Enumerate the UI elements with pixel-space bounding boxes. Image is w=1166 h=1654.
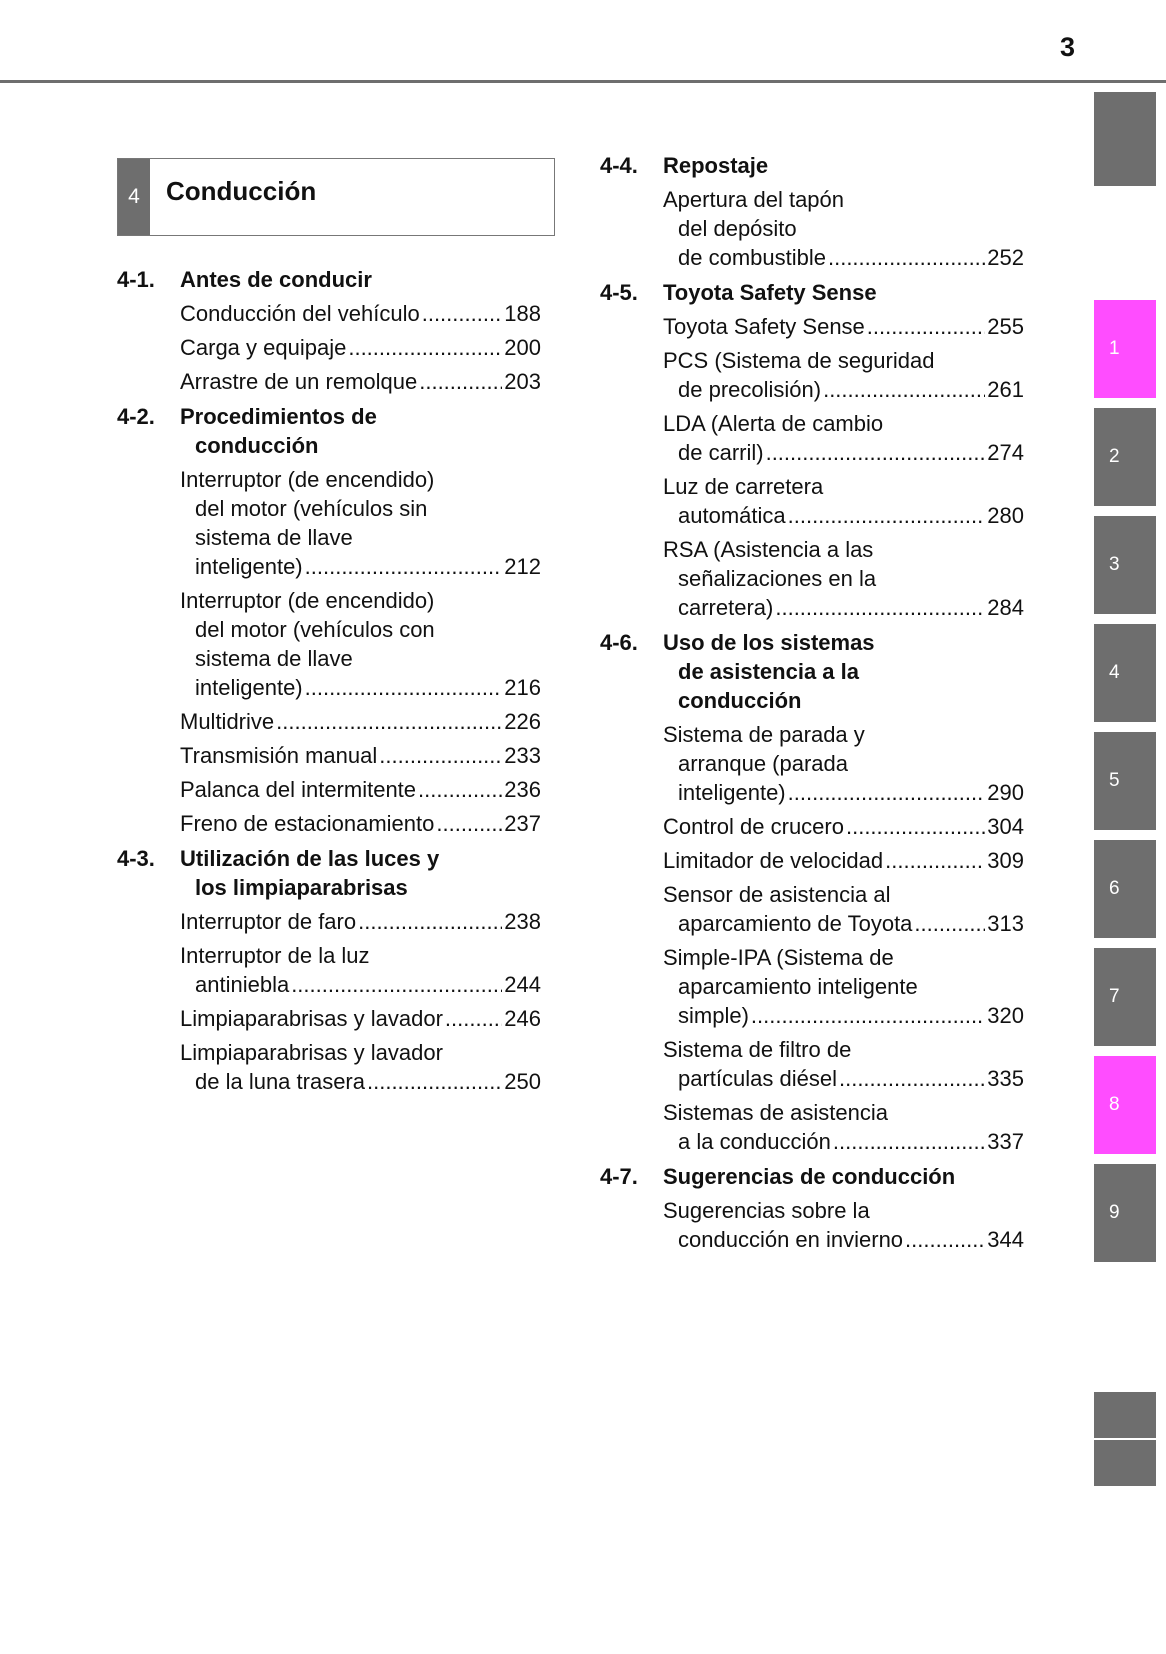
toc-entry-last-line <box>663 438 1024 467</box>
section-title-line: Procedimientos de <box>180 404 377 429</box>
section-title-line: conducción <box>195 433 319 458</box>
toc-entry-line: sistema de llave <box>195 525 353 550</box>
toc-page-number: 250 <box>504 1069 541 1094</box>
blank-tab[interactable] <box>1094 1440 1156 1486</box>
chapter-tab-7[interactable]: 7 <box>1094 948 1156 1046</box>
dot-leader <box>305 673 503 702</box>
toc-entry-line: PCS (Sistema de seguridad <box>663 348 935 373</box>
toc-entry-line: Sistema de parada y <box>663 722 865 747</box>
toc-entry-line: LDA (Alerta de cambio <box>663 411 884 436</box>
dot-leader <box>358 907 502 936</box>
dot-leader <box>422 299 503 328</box>
toc-page-number: 309 <box>987 848 1024 873</box>
chapter-tab-2[interactable]: 2 <box>1094 408 1156 506</box>
chapter-number: 4 <box>118 159 150 235</box>
section-number: 4-4. <box>600 153 638 178</box>
toc-entry-last-line <box>663 243 1024 272</box>
section-title-line: los limpiaparabrisas <box>195 875 408 900</box>
toc-entry[interactable] <box>663 472 1024 530</box>
toc-page-number: 216 <box>504 675 541 700</box>
dot-leader <box>436 809 502 838</box>
toc-entry-text: simple) <box>678 1003 749 1028</box>
toc-entry[interactable] <box>663 812 1024 841</box>
toc-entry-last-line <box>663 909 1024 938</box>
section-title-line: Sugerencias de conducción <box>663 1164 956 1189</box>
toc-entry-last-line <box>663 593 1024 622</box>
toc-entry-text: Limitador de velocidad <box>663 848 884 873</box>
toc-entry[interactable] <box>663 346 1024 404</box>
toc-entry-last-line <box>180 1067 541 1096</box>
toc-entry-last-line <box>180 367 541 396</box>
section-title <box>663 628 1024 715</box>
toc-entry-text: a la conducción <box>678 1129 831 1154</box>
toc-entry[interactable] <box>663 1035 1024 1093</box>
toc-entry-last-line <box>663 312 1024 341</box>
toc-page-number: 203 <box>504 369 541 394</box>
toc-entry-text: Interruptor de faro <box>180 909 357 934</box>
toc-page-number: 244 <box>504 972 541 997</box>
toc-entry[interactable] <box>663 535 1024 622</box>
section-title <box>663 151 1024 180</box>
section-heading <box>117 402 541 460</box>
dot-leader <box>348 333 502 362</box>
section-heading <box>600 628 1024 715</box>
toc-entry-last-line <box>180 299 541 328</box>
chapter-tab-4[interactable]: 4 <box>1094 624 1156 722</box>
toc-entry[interactable] <box>180 333 541 362</box>
toc-entry-line: Interruptor (de encendido) <box>180 588 435 613</box>
dot-leader <box>867 312 985 341</box>
toc-entry[interactable] <box>180 1004 541 1033</box>
toc-entry-line: del depósito <box>678 216 797 241</box>
dot-leader <box>885 846 985 875</box>
toc-entry-line: aparcamiento inteligente <box>678 974 918 999</box>
toc-page-number: 226 <box>504 709 541 734</box>
toc-entry-last-line <box>663 1064 1024 1093</box>
blank-tab[interactable] <box>1094 1392 1156 1438</box>
toc-entry-last-line <box>180 970 541 999</box>
toc-entry-text: carretera) <box>678 595 774 620</box>
toc-entry-last-line <box>180 741 541 770</box>
toc-page-number: 236 <box>504 777 541 802</box>
toc-page-number: 313 <box>987 911 1024 936</box>
toc-entry-text: Freno de estacionamiento <box>180 811 435 836</box>
dot-leader <box>766 438 986 467</box>
toc-entry[interactable] <box>180 941 541 999</box>
section-title <box>180 265 541 294</box>
toc-page-number: 212 <box>504 554 541 579</box>
toc-entry-last-line <box>663 1225 1024 1254</box>
section-number: 4-3. <box>117 846 155 871</box>
toc-entry[interactable] <box>663 185 1024 272</box>
section-heading <box>600 151 1024 180</box>
chapter-tab-5[interactable]: 5 <box>1094 732 1156 830</box>
chapter-tab-3[interactable]: 3 <box>1094 516 1156 614</box>
toc-page-number: 261 <box>987 377 1024 402</box>
chapter-heading-box <box>117 158 555 236</box>
blank-tab[interactable] <box>1094 92 1156 186</box>
section-title <box>663 278 1024 307</box>
toc-entry-last-line <box>180 907 541 936</box>
toc-entry-last-line <box>180 809 541 838</box>
toc-entry-text: Palanca del intermitente <box>180 777 417 802</box>
toc-entry-text: Limpiaparabrisas y lavador <box>180 1006 443 1031</box>
toc-entry-text: aparcamiento de Toyota <box>678 911 913 936</box>
section-title-line: Antes de conducir <box>180 267 372 292</box>
toc-left-column <box>117 265 541 1096</box>
toc-page-number: 274 <box>987 440 1024 465</box>
toc-entry-text: partículas diésel <box>678 1066 837 1091</box>
header-rule <box>0 80 1166 83</box>
toc-entry-text: de precolisión) <box>678 377 822 402</box>
dot-leader <box>788 501 986 530</box>
section-title-line: Repostaje <box>663 153 769 178</box>
page-number: 3 <box>1060 32 1076 62</box>
toc-entry[interactable] <box>663 880 1024 938</box>
section-title-line: de asistencia a la <box>678 659 859 684</box>
toc-entry-line: RSA (Asistencia a las <box>663 537 874 562</box>
toc-entry-text: Multidrive <box>180 709 275 734</box>
dot-leader <box>445 1004 502 1033</box>
toc-entry-last-line <box>180 707 541 736</box>
toc-entry-line: Interruptor (de encendido) <box>180 467 435 492</box>
toc-entry-last-line <box>180 552 541 581</box>
toc-entry-line: del motor (vehículos sin <box>195 496 428 521</box>
toc-right-column <box>600 151 1024 1254</box>
dot-leader <box>788 778 986 807</box>
toc-page-number: 335 <box>987 1066 1024 1091</box>
section-heading <box>117 844 541 902</box>
toc-entry-last-line <box>663 1127 1024 1156</box>
toc-entry-last-line <box>663 501 1024 530</box>
section-heading <box>600 278 1024 307</box>
toc-entry[interactable] <box>663 312 1024 341</box>
section-number: 4-1. <box>117 267 155 292</box>
toc-entry-text: Transmisión manual <box>180 743 378 768</box>
toc-page-number: 344 <box>987 1227 1024 1252</box>
dot-leader <box>823 375 985 404</box>
dot-leader <box>905 1225 985 1254</box>
section-heading <box>117 265 541 294</box>
toc-entry-text: antiniebla <box>195 972 290 997</box>
chapter-tab-8[interactable]: 8 <box>1094 1056 1156 1154</box>
toc-entry-line: Apertura del tapón <box>663 187 845 212</box>
toc-entry[interactable] <box>180 741 541 770</box>
toc-entry[interactable] <box>180 707 541 736</box>
toc-page-number: 280 <box>987 503 1024 528</box>
toc-entry-line: Sistema de filtro de <box>663 1037 852 1062</box>
section-number: 4-7. <box>600 1164 638 1189</box>
section-title-line: Utilización de las luces y <box>180 846 440 871</box>
toc-page-number: 200 <box>504 335 541 360</box>
toc-page-number: 188 <box>504 301 541 326</box>
dot-leader <box>751 1001 985 1030</box>
toc-entry-text: inteligente) <box>195 554 303 579</box>
toc-entry[interactable] <box>180 907 541 936</box>
toc-entry-last-line <box>663 812 1024 841</box>
toc-entry-text: Carga y equipaje <box>180 335 347 360</box>
toc-page-number: 246 <box>504 1006 541 1031</box>
toc-entry[interactable] <box>663 846 1024 875</box>
toc-entry-text: de combustible <box>678 245 826 270</box>
section-title-line: conducción <box>678 688 802 713</box>
toc-entry-last-line <box>180 673 541 702</box>
toc-entry-line: Interruptor de la luz <box>180 943 370 968</box>
section-title <box>180 844 541 902</box>
toc-entry-line: Limpiaparabrisas y lavador <box>180 1040 443 1065</box>
toc-entry[interactable] <box>180 775 541 804</box>
section-heading <box>600 1162 1024 1191</box>
toc-entry-last-line <box>663 846 1024 875</box>
toc-entry[interactable] <box>663 409 1024 467</box>
dot-leader <box>418 775 502 804</box>
toc-entry-line: Sugerencias sobre la <box>663 1198 870 1223</box>
toc-entry-last-line <box>663 1001 1024 1030</box>
toc-page-number: 290 <box>987 780 1024 805</box>
toc-entry-last-line <box>180 775 541 804</box>
toc-entry[interactable] <box>663 943 1024 1030</box>
toc-entry-line: arranque (parada <box>678 751 849 776</box>
dot-leader <box>828 243 985 272</box>
toc-entry-last-line <box>663 778 1024 807</box>
toc-entry[interactable] <box>663 1196 1024 1254</box>
toc-entry-line: del motor (vehículos con <box>195 617 435 642</box>
toc-page-number: 237 <box>504 811 541 836</box>
toc-entry[interactable] <box>180 1038 541 1096</box>
toc-entry[interactable] <box>180 465 541 581</box>
toc-entry[interactable] <box>180 809 541 838</box>
dot-leader <box>367 1067 502 1096</box>
dot-leader <box>305 552 503 581</box>
chapter-tab-9[interactable]: 9 <box>1094 1164 1156 1262</box>
section-title <box>180 402 541 460</box>
toc-entry[interactable] <box>180 299 541 328</box>
chapter-tab-6[interactable]: 6 <box>1094 840 1156 938</box>
toc-entry[interactable] <box>663 720 1024 807</box>
toc-page-number: 233 <box>504 743 541 768</box>
toc-entry-text: conducción en invierno <box>678 1227 904 1252</box>
toc-page-number: 304 <box>987 814 1024 839</box>
toc-entry-line: señalizaciones en la <box>678 566 877 591</box>
toc-entry-text: de carril) <box>678 440 764 465</box>
section-number: 4-2. <box>117 404 155 429</box>
toc-entry-line: Luz de carretera <box>663 474 824 499</box>
toc-page-number: 238 <box>504 909 541 934</box>
toc-entry-line: Simple-IPA (Sistema de <box>663 945 894 970</box>
toc-entry-line: Sistemas de asistencia <box>663 1100 888 1125</box>
chapter-tab-1[interactable]: 1 <box>1094 300 1156 398</box>
toc-page-number: 337 <box>987 1129 1024 1154</box>
toc-entry-text: de la luna trasera <box>195 1069 365 1094</box>
toc-page-number: 255 <box>987 314 1024 339</box>
toc-entry-text: inteligente) <box>678 780 786 805</box>
dot-leader <box>839 1064 985 1093</box>
toc-entry[interactable] <box>180 586 541 702</box>
section-title-line: Uso de los sistemas <box>663 630 875 655</box>
dot-leader <box>914 909 985 938</box>
dot-leader <box>379 741 502 770</box>
toc-entry-text: automática <box>678 503 786 528</box>
toc-entry-text: Arrastre de un remolque <box>180 369 418 394</box>
toc-entry-text: Control de crucero <box>663 814 844 839</box>
toc-entry-last-line <box>180 1004 541 1033</box>
toc-entry-text: Conducción del vehículo <box>180 301 420 326</box>
toc-entry-line: sistema de llave <box>195 646 353 671</box>
section-title-line: Toyota Safety Sense <box>663 280 877 305</box>
toc-page-number: 320 <box>987 1003 1024 1028</box>
dot-leader <box>775 593 985 622</box>
chapter-title: Conducción <box>166 176 317 206</box>
toc-entry-last-line <box>663 375 1024 404</box>
section-title <box>663 1162 1024 1191</box>
section-number: 4-6. <box>600 630 638 655</box>
dot-leader <box>833 1127 985 1156</box>
dot-leader <box>291 970 502 999</box>
toc-entry[interactable] <box>180 367 541 396</box>
dot-leader <box>846 812 985 841</box>
toc-page-number: 284 <box>987 595 1024 620</box>
dot-leader <box>276 707 502 736</box>
toc-entry-line: Sensor de asistencia al <box>663 882 891 907</box>
section-number: 4-5. <box>600 280 638 305</box>
toc-page-number: 252 <box>987 245 1024 270</box>
toc-entry-last-line <box>180 333 541 362</box>
toc-entry[interactable] <box>663 1098 1024 1156</box>
dot-leader <box>419 367 502 396</box>
toc-entry-text: Toyota Safety Sense <box>663 314 865 339</box>
toc-entry-text: inteligente) <box>195 675 303 700</box>
